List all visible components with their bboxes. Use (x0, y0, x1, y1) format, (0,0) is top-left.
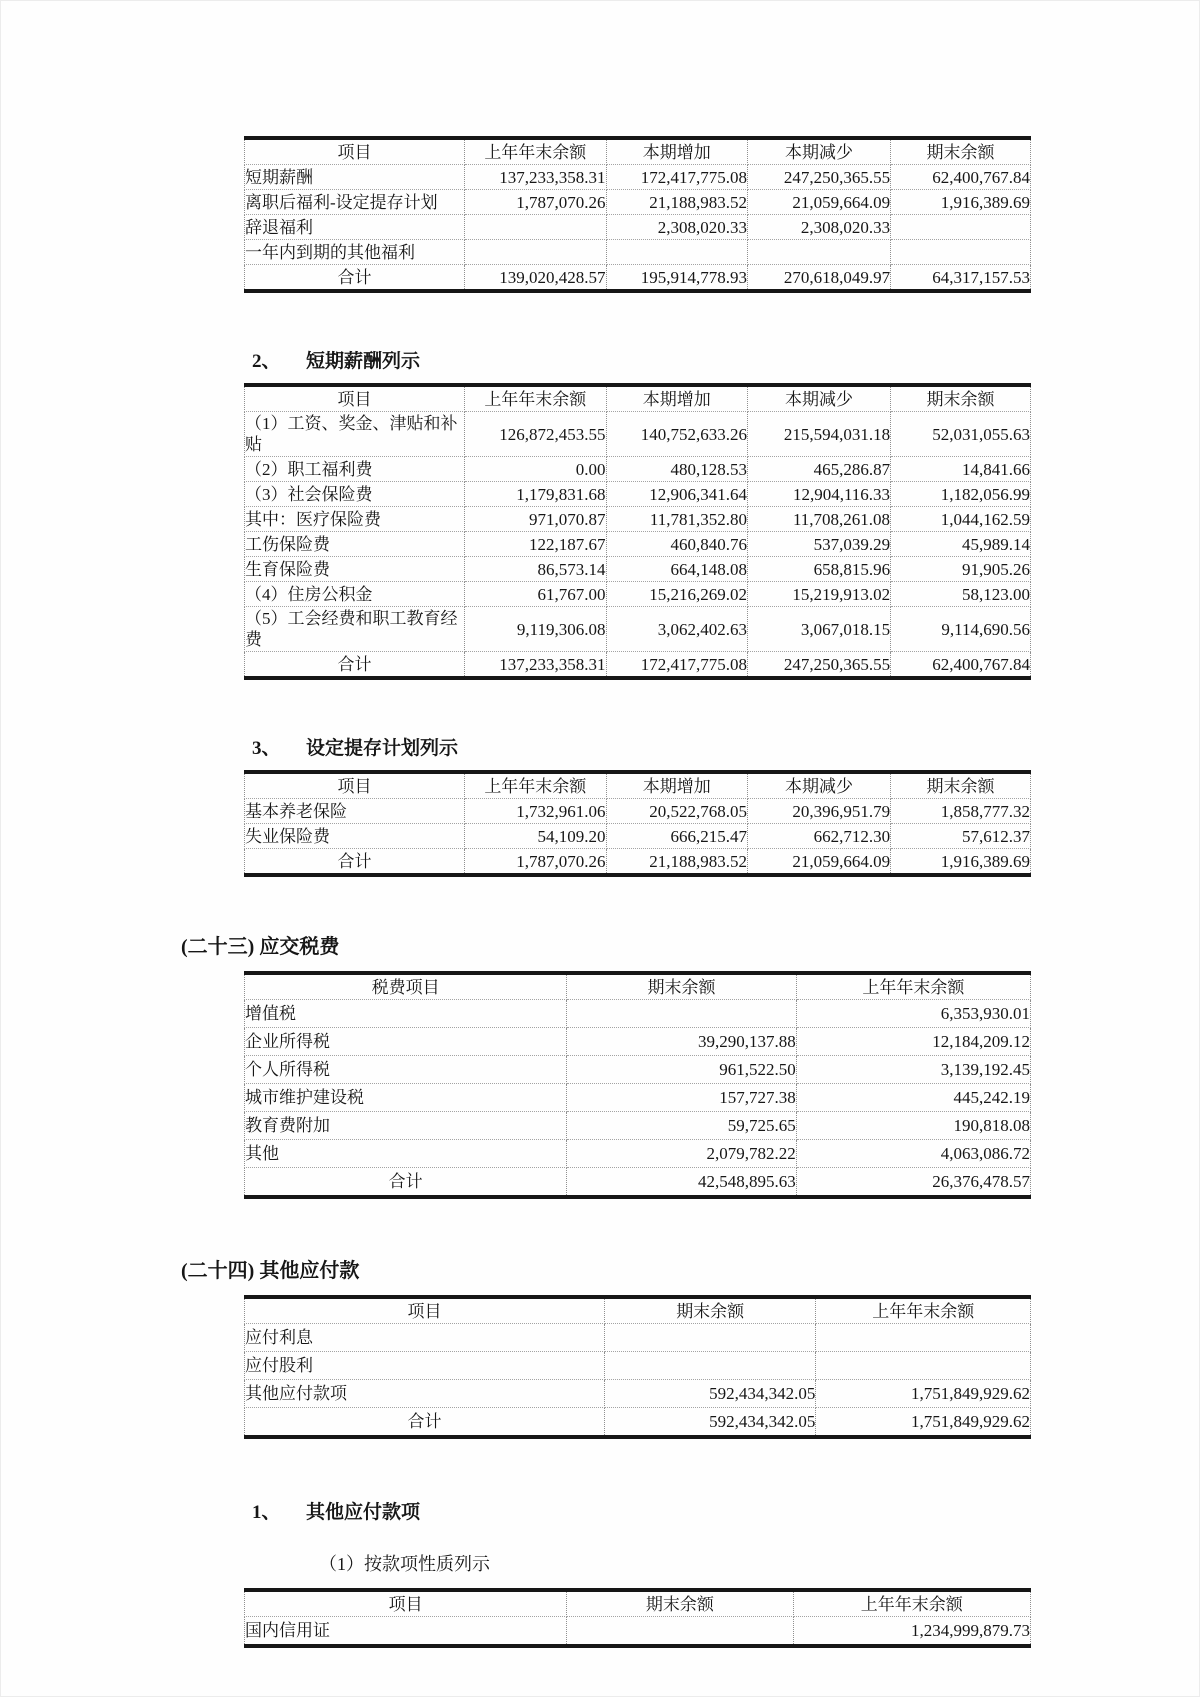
amount-cell: 62,400,767.84 (891, 652, 1031, 679)
row-label: 基本养老保险 (245, 799, 465, 824)
amount-cell: 157,727.38 (567, 1084, 797, 1112)
table-total-row (245, 849, 1031, 876)
taxes-payable-table (244, 971, 1031, 1199)
other-payables-by-nature-table (244, 1588, 1031, 1648)
amount-cell: 42,548,895.63 (567, 1168, 797, 1198)
amount-cell: 12,184,209.12 (796, 1028, 1030, 1056)
amount-cell: 961,522.50 (567, 1056, 797, 1084)
column-header: 本期增加 (606, 385, 747, 412)
row-label: 生育保险费 (245, 557, 465, 582)
amount-cell: 57,612.37 (891, 824, 1031, 849)
heading-section: (二十四) 其他应付款 (181, 1260, 360, 1282)
amount-cell: 59,725.65 (567, 1112, 797, 1140)
amount-cell: 190,818.08 (796, 1112, 1030, 1140)
table-row (245, 532, 1031, 557)
table-header-row (245, 1297, 1031, 1324)
table-row (245, 1084, 1031, 1112)
amount-cell: 137,233,358.31 (465, 652, 606, 679)
table-row (245, 240, 1031, 265)
heading-sub: （1）按款项性质列示 (319, 1554, 490, 1574)
row-label: 工伤保险费 (245, 532, 465, 557)
amount-cell: 592,434,342.05 (604, 1408, 815, 1438)
column-header: 项目 (245, 1590, 567, 1617)
amount-cell (567, 1000, 797, 1028)
heading-section: (二十三) 应交税费 (181, 936, 340, 958)
amount-cell: 12,904,116.33 (748, 482, 891, 507)
table-total-row (245, 652, 1031, 679)
amount-cell: 21,059,664.09 (748, 849, 891, 876)
amount-cell: 3,067,018.15 (748, 607, 891, 652)
column-header: 项目 (245, 385, 465, 412)
amount-cell: 9,119,306.08 (465, 607, 606, 652)
column-header: 期末余额 (891, 138, 1031, 165)
column-header: 本期增加 (606, 138, 747, 165)
column-header: 项目 (245, 138, 465, 165)
amount-cell: 86,573.14 (465, 557, 606, 582)
amount-cell: 21,188,983.52 (606, 849, 747, 876)
row-label: 辞退福利 (245, 215, 465, 240)
amount-cell: 1,916,389.69 (891, 190, 1031, 215)
amount-cell: 61,767.00 (465, 582, 606, 607)
amount-cell: 247,250,365.55 (748, 165, 891, 190)
amount-cell: 45,989.14 (891, 532, 1031, 557)
table-row (245, 607, 1031, 652)
amount-cell: 1,044,162.59 (891, 507, 1031, 532)
table-row (245, 507, 1031, 532)
amount-cell: 195,914,778.93 (606, 265, 747, 292)
short-term-compensation-table (244, 383, 1031, 680)
column-header: 上年年末余额 (793, 1590, 1030, 1617)
table-row (245, 582, 1031, 607)
amount-cell: 172,417,775.08 (606, 165, 747, 190)
other-payables-table (244, 1295, 1031, 1439)
row-label: 合计 (245, 849, 465, 876)
heading-number: 3、 (252, 738, 281, 759)
amount-cell: 52,031,055.63 (891, 412, 1031, 457)
amount-cell: 592,434,342.05 (604, 1380, 815, 1408)
row-label: 增值税 (245, 1000, 567, 1028)
amount-cell: 270,618,049.97 (748, 265, 891, 292)
column-header: 上年年末余额 (816, 1297, 1031, 1324)
amount-cell: 666,215.47 (606, 824, 747, 849)
amount-cell: 1,787,070.26 (465, 190, 606, 215)
amount-cell: 537,039.29 (748, 532, 891, 557)
column-header: 上年年末余额 (796, 973, 1030, 1000)
table-row (245, 1056, 1031, 1084)
row-label: 合计 (245, 265, 465, 292)
amount-cell (567, 1617, 793, 1647)
column-header: 上年年末余额 (465, 772, 606, 799)
table-total-row (245, 1408, 1031, 1438)
table-row (245, 1617, 1031, 1647)
amount-cell: 1,234,999,879.73 (793, 1617, 1030, 1647)
defined-contribution-plan-table (244, 770, 1031, 877)
amount-cell: 1,858,777.32 (891, 799, 1031, 824)
amount-cell: 658,815.96 (748, 557, 891, 582)
table-row (245, 165, 1031, 190)
heading-text: 短期薪酬列示 (306, 351, 421, 372)
row-label: （5）工会经费和职工教育经费 (245, 607, 465, 652)
row-label: 合计 (245, 652, 465, 679)
row-label: 教育费附加 (245, 1112, 567, 1140)
amount-cell: 1,751,849,929.62 (816, 1380, 1031, 1408)
row-label: （1）工资、奖金、津贴和补贴 (245, 412, 465, 457)
amount-cell: 6,353,930.01 (796, 1000, 1030, 1028)
table-row (245, 1352, 1031, 1380)
amount-cell: 91,905.26 (891, 557, 1031, 582)
amount-cell: 0.00 (465, 457, 606, 482)
amount-cell: 2,308,020.33 (606, 215, 747, 240)
amount-cell: 14,841.66 (891, 457, 1031, 482)
row-label: （2）职工福利费 (245, 457, 465, 482)
amount-cell (465, 215, 606, 240)
table-header-row (245, 1590, 1031, 1617)
amount-cell: 12,906,341.64 (606, 482, 747, 507)
table-row (245, 557, 1031, 582)
amount-cell: 9,114,690.56 (891, 607, 1031, 652)
amount-cell: 172,417,775.08 (606, 652, 747, 679)
amount-cell: 15,219,913.02 (748, 582, 891, 607)
table-header-row (245, 385, 1031, 412)
amount-cell: 62,400,767.84 (891, 165, 1031, 190)
amount-cell: 64,317,157.53 (891, 265, 1031, 292)
table-row (245, 412, 1031, 457)
row-label: 合计 (245, 1168, 567, 1198)
amount-cell (604, 1352, 815, 1380)
column-header: 期末余额 (567, 973, 797, 1000)
amount-cell: 1,751,849,929.62 (816, 1408, 1031, 1438)
row-label: 应付股利 (245, 1352, 605, 1380)
amount-cell: 39,290,137.88 (567, 1028, 797, 1056)
amount-cell: 11,781,352.80 (606, 507, 747, 532)
amount-cell: 465,286.87 (748, 457, 891, 482)
column-header: 期末余额 (604, 1297, 815, 1324)
amount-cell (465, 240, 606, 265)
table-row (245, 1112, 1031, 1140)
table-row (245, 1324, 1031, 1352)
column-header: 项目 (245, 1297, 605, 1324)
heading-text: 设定提存计划列示 (306, 738, 459, 759)
table-row (245, 1000, 1031, 1028)
row-label: 合计 (245, 1408, 605, 1438)
row-label: 企业所得税 (245, 1028, 567, 1056)
amount-cell (891, 215, 1031, 240)
column-header: 期末余额 (891, 772, 1031, 799)
table-row (245, 215, 1031, 240)
amount-cell: 1,916,389.69 (891, 849, 1031, 876)
row-label: 应付利息 (245, 1324, 605, 1352)
amount-cell: 122,187.67 (465, 532, 606, 557)
column-header: 本期减少 (748, 385, 891, 412)
amount-cell: 20,396,951.79 (748, 799, 891, 824)
heading-number: 1、 (252, 1502, 281, 1523)
row-label: 其中：医疗保险费 (245, 507, 465, 532)
row-label: 国内信用证 (245, 1617, 567, 1647)
amount-cell: 3,062,402.63 (606, 607, 747, 652)
amount-cell: 662,712.30 (748, 824, 891, 849)
table-header-row (245, 138, 1031, 165)
amount-cell: 20,522,768.05 (606, 799, 747, 824)
row-label: 城市维护建设税 (245, 1084, 567, 1112)
amount-cell: 139,020,428.57 (465, 265, 606, 292)
column-header: 期末余额 (891, 385, 1031, 412)
row-label: 短期薪酬 (245, 165, 465, 190)
table-row (245, 1380, 1031, 1408)
amount-cell: 140,752,633.26 (606, 412, 747, 457)
amount-cell (748, 240, 891, 265)
amount-cell (891, 240, 1031, 265)
column-header: 本期增加 (606, 772, 747, 799)
column-header: 项目 (245, 772, 465, 799)
page-content (1, 1, 1199, 1648)
table-header-row (245, 772, 1031, 799)
amount-cell: 54,109.20 (465, 824, 606, 849)
amount-cell: 1,732,961.06 (465, 799, 606, 824)
amount-cell (604, 1324, 815, 1352)
amount-cell (606, 240, 747, 265)
amount-cell: 15,216,269.02 (606, 582, 747, 607)
heading-numbered (252, 1501, 1199, 1525)
amount-cell (816, 1352, 1031, 1380)
amount-cell: 126,872,453.55 (465, 412, 606, 457)
amount-cell: 1,787,070.26 (465, 849, 606, 876)
employee-benefits-summary-table (244, 136, 1031, 293)
amount-cell: 480,128.53 (606, 457, 747, 482)
amount-cell: 21,188,983.52 (606, 190, 747, 215)
amount-cell: 137,233,358.31 (465, 165, 606, 190)
table-row (245, 457, 1031, 482)
amount-cell: 2,079,782.22 (567, 1140, 797, 1168)
column-header: 期末余额 (567, 1590, 793, 1617)
amount-cell: 3,139,192.45 (796, 1056, 1030, 1084)
heading-numbered (252, 350, 1199, 374)
table-header-row (245, 973, 1031, 1000)
row-label: 失业保险费 (245, 824, 465, 849)
table-row (245, 482, 1031, 507)
amount-cell: 26,376,478.57 (796, 1168, 1030, 1198)
row-label: 其他应付款项 (245, 1380, 605, 1408)
heading-numbered (252, 737, 1199, 761)
row-label: （3）社会保险费 (245, 482, 465, 507)
amount-cell: 58,123.00 (891, 582, 1031, 607)
column-header: 上年年末余额 (465, 385, 606, 412)
row-label: 个人所得税 (245, 1056, 567, 1084)
amount-cell: 460,840.76 (606, 532, 747, 557)
amount-cell: 664,148.08 (606, 557, 747, 582)
row-label: 一年内到期的其他福利 (245, 240, 465, 265)
column-header: 上年年末余额 (465, 138, 606, 165)
row-label: 离职后福利-设定提存计划 (245, 190, 465, 215)
column-header: 本期减少 (748, 772, 891, 799)
column-header: 本期减少 (748, 138, 891, 165)
table-row (245, 824, 1031, 849)
table-total-row (245, 1168, 1031, 1198)
table-row (245, 190, 1031, 215)
table-total-row (245, 265, 1031, 292)
amount-cell: 11,708,261.08 (748, 507, 891, 532)
table-row (245, 1028, 1031, 1056)
row-label: 其他 (245, 1140, 567, 1168)
amount-cell: 1,182,056.99 (891, 482, 1031, 507)
amount-cell: 21,059,664.09 (748, 190, 891, 215)
heading-text: 其他应付款项 (306, 1502, 421, 1523)
amount-cell: 971,070.87 (465, 507, 606, 532)
amount-cell: 215,594,031.18 (748, 412, 891, 457)
amount-cell: 4,063,086.72 (796, 1140, 1030, 1168)
column-header: 税费项目 (245, 973, 567, 1000)
amount-cell: 2,308,020.33 (748, 215, 891, 240)
amount-cell (816, 1324, 1031, 1352)
amount-cell: 1,179,831.68 (465, 482, 606, 507)
amount-cell: 247,250,365.55 (748, 652, 891, 679)
table-row (245, 1140, 1031, 1168)
row-label: （4）住房公积金 (245, 582, 465, 607)
table-row (245, 799, 1031, 824)
heading-number: 2、 (252, 351, 281, 372)
amount-cell: 445,242.19 (796, 1084, 1030, 1112)
